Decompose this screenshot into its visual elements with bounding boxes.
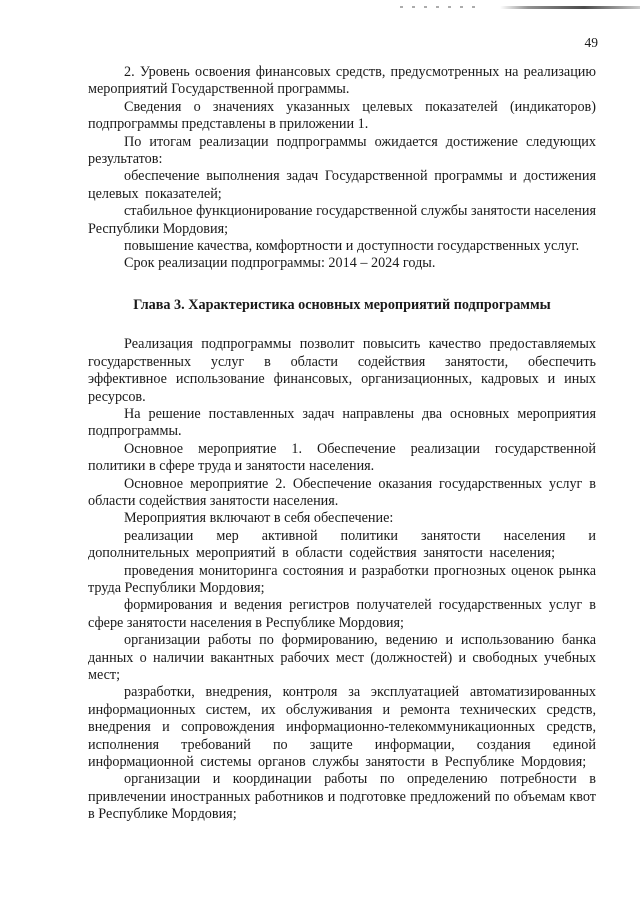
paragraph: стабильное функционирование государственной службы занятости населения Республики Мордовия; [88,203,596,237]
paragraph: Сведения о значениях указанных целевых показателей (индикаторов) подпрограммы представлены в приложении 1. [88,98,596,133]
paragraph: формирования и ведения регистров получателей государственных услуг в сфере занятости населения в Республике Мордовия; [88,597,596,631]
paragraph: На решение поставленных задач направлены два основных мероприятия подпрограммы. [88,405,596,440]
document-body [88,64,596,824]
paragraph: разработки, внедрения, контроля за эксплуатацией автоматизированных информационных систем, их обслуживания и ремонта технических средств, внедрения и сопровождения информационно-телекоммуникационных средств, исполнения требований по защите информации, создания единой информационной системы органов службы занятости в Республике Мордовия; [88,684,596,771]
paragraph: Мероприятия включают в себя обеспечение: [124,510,394,527]
paragraph: Основное мероприятие 2. Обеспечение оказания государственных услуг в области содействия занятости населения. [88,475,596,509]
chapter-heading: Глава 3. Характеристика основных мероприятий подпрограммы [133,296,551,313]
paragraph: Реализация подпрограммы позволит повысить качество предоставляемых государственных услуг в области содействия занятости, обеспечить эффективное использование финансовых, организационных, кадровых и иных ресурсов. [88,336,596,405]
paragraph: организации и координации работы по определению потребности в привлечении иностранных работников и подготовке предложений по объемам квот в Республике Мордовия; [88,771,596,823]
paragraph: Основное мероприятие 1. Обеспечение реализации государственной политики в сфере труда и занятости населения. [88,440,596,475]
paragraph: проведения мониторинга состояния и разработки прогнозных оценок рынка труда Республики Мордовия; [88,562,596,596]
scan-artifact [400,6,480,8]
paragraph: реализации мер активной политики занятости населения и дополнительных мероприятий в области содействия занятости населения; [88,527,596,562]
page-number: 49 [584,35,598,50]
paragraph: повышение качества, комфортности и доступности государственных услуг. [124,238,580,255]
paragraph: 2. Уровень освоения финансовых средств, предусмотренных на реализацию мероприятий Государственной программы. [88,64,596,98]
paragraph: обеспечение выполнения задач Государственной программы и достижения целевых показателей; [88,168,596,202]
paragraph: По итогам реализации подпрограммы ожидается достижение следующих результатов: [88,133,596,168]
scan-artifact-stroke [500,6,640,9]
paragraph: Срок реализации подпрограммы: 2014 – 2024 годы. [124,255,436,272]
paragraph: организации работы по формированию, ведению и использованию банка данных о наличии вакантных рабочих мест (должностей) и свободных учебных мест; [88,632,596,683]
